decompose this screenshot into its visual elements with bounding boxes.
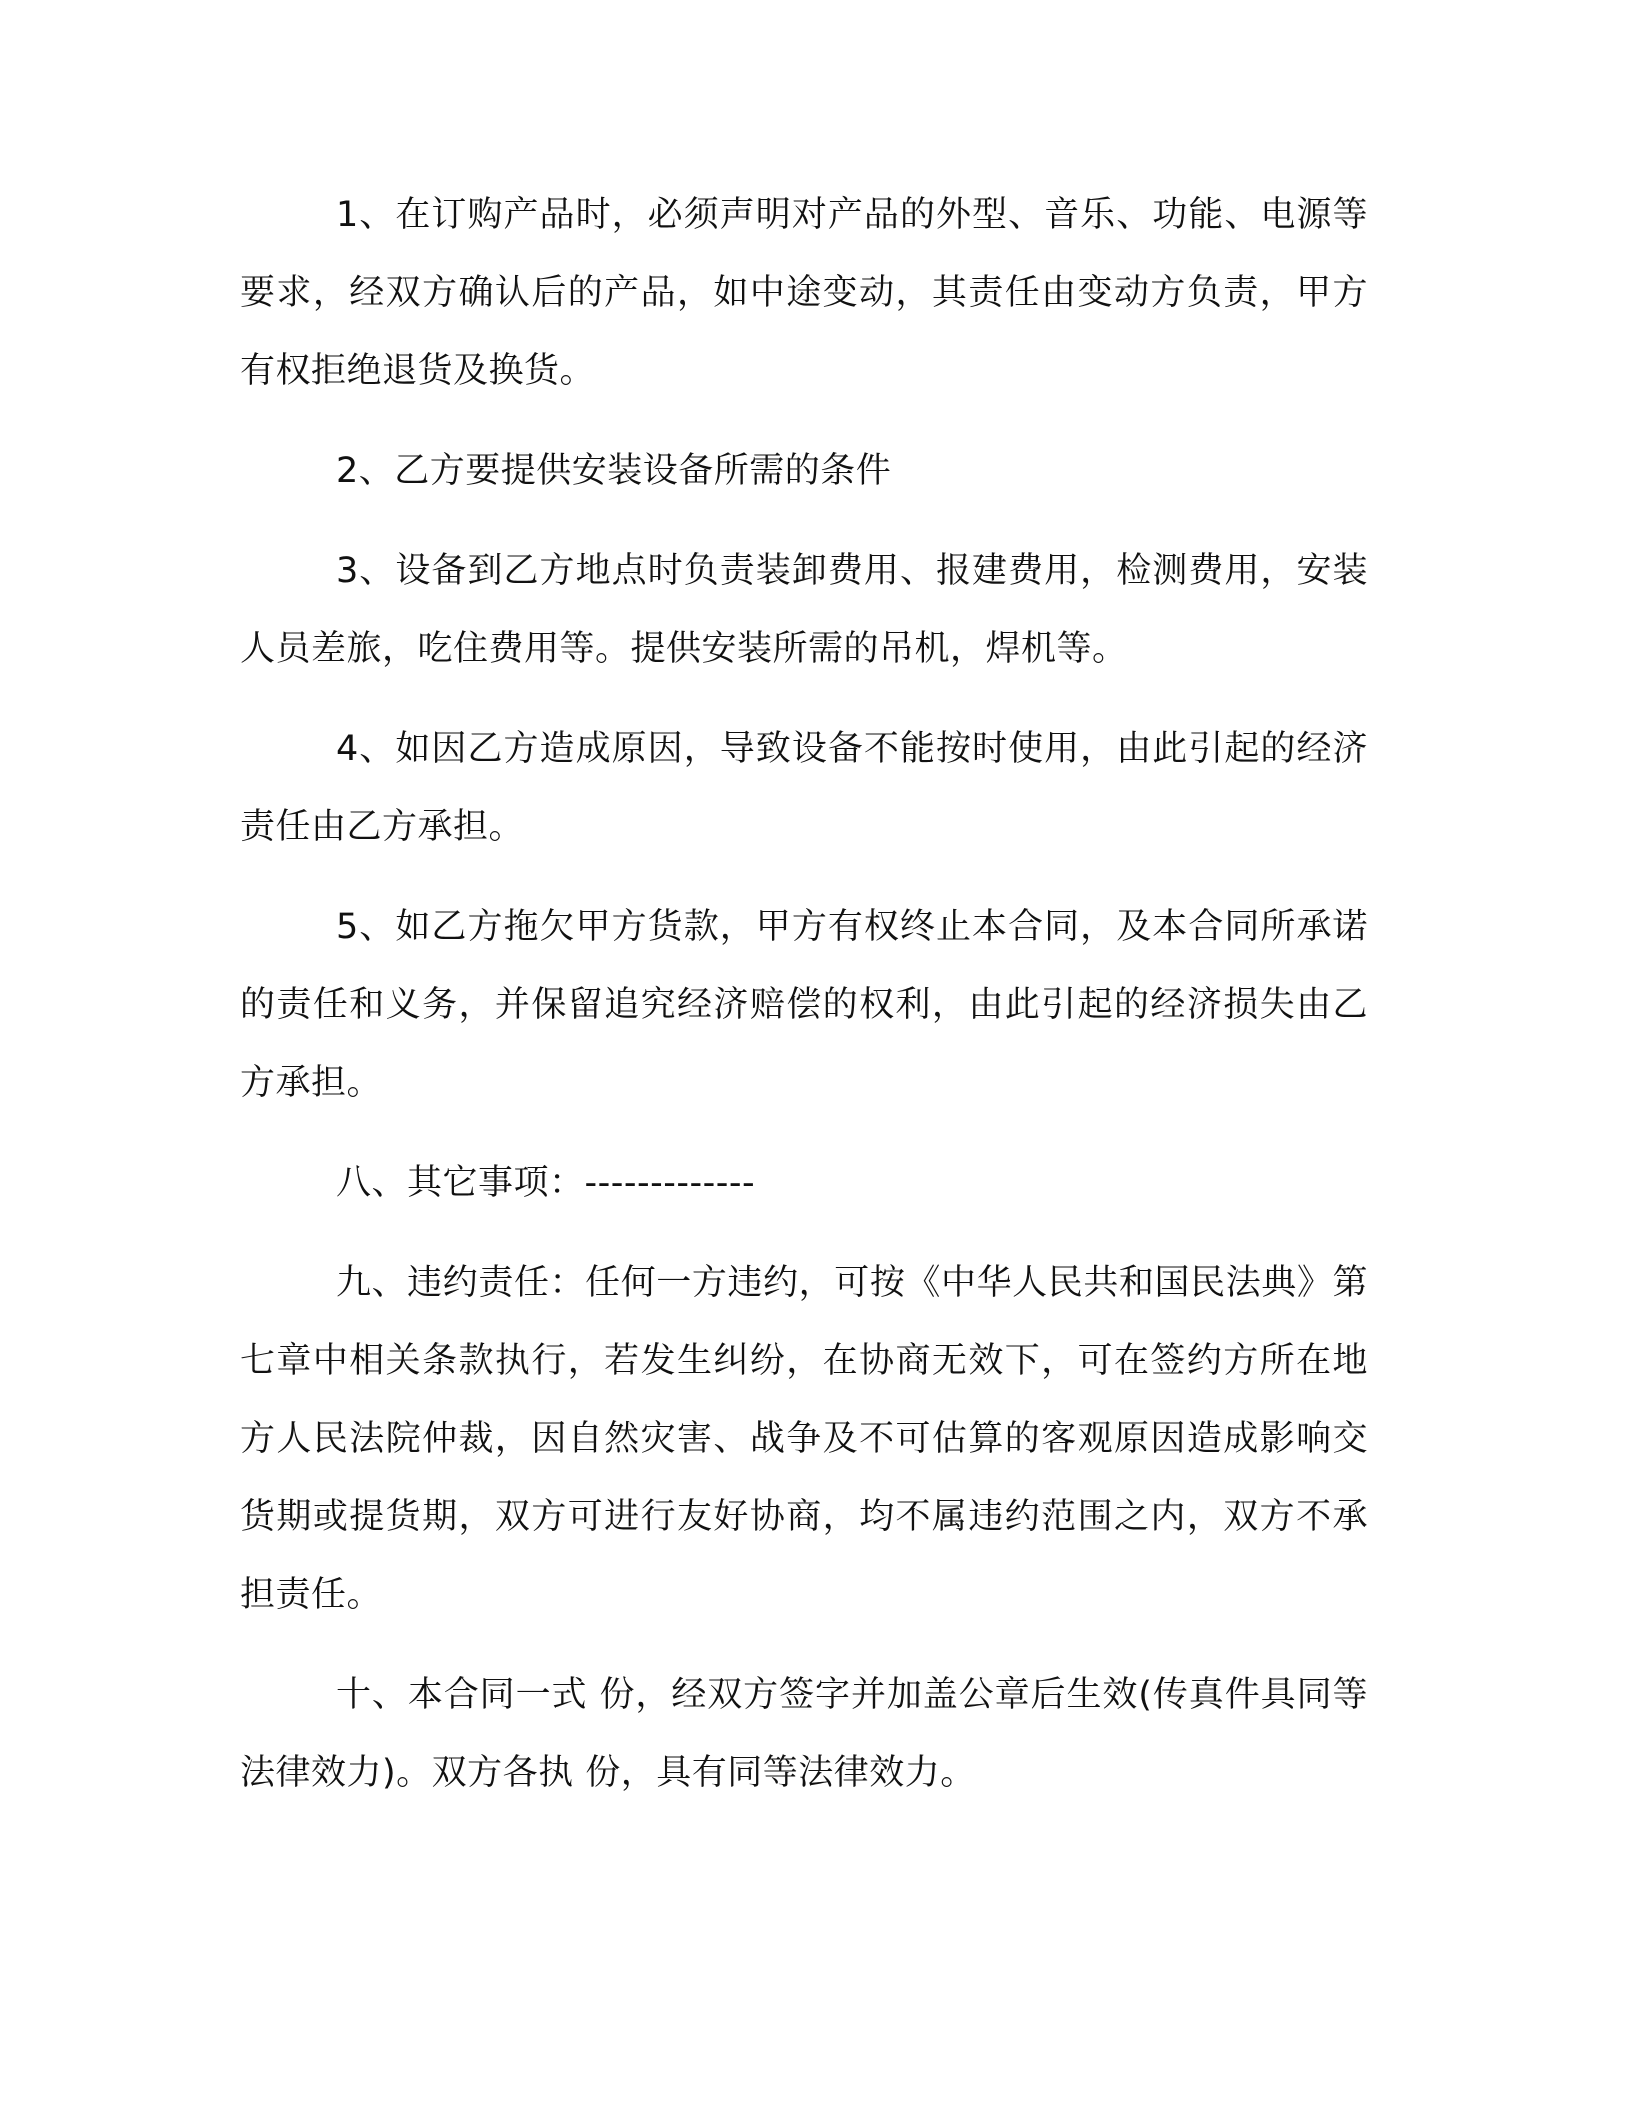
document-body bbox=[240, 176, 1368, 1834]
paragraph-contract-copies: 十、本合同一式 份，经双方签字并加盖公章后生效(传真件具同等法律效力)。双方各执 份，具有同等法律效力。 bbox=[240, 1675, 1368, 1793]
paragraph-item-3: 3、设备到乙方地点时负责装卸费用、报建费用，检测费用，安装人员差旅，吃住费用等。提供安装所需的吊机，焊机等。 bbox=[240, 551, 1368, 669]
paragraph-item-2: 2、乙方要提供安装设备所需的条件 bbox=[336, 451, 892, 491]
paragraph-breach-liability: 九、违约责任：任何一方违约，可按《中华人民共和国民法典》第七章中相关条款执行，若发生纠纷，在协商无效下，可在签约方所在地方人民法院仲裁，因自然灾害、战争及不可估算的客观原因造成影响交货期或提货期，双方可进行友好协商，均不属违约范围之内，双方不承担责任。 bbox=[240, 1263, 1368, 1615]
paragraph-item-4: 4、如因乙方造成原因，导致设备不能按时使用，由此引起的经济责任由乙方承担。 bbox=[240, 729, 1368, 847]
paragraph-item-1: 1、在订购产品时，必须声明对产品的外型、音乐、功能、电源等要求，经双方确认后的产品，如中途变动，其责任由变动方负责，甲方有权拒绝退货及换货。 bbox=[240, 195, 1368, 391]
paragraph-item-5: 5、如乙方拖欠甲方货款，甲方有权终止本合同，及本合同所承诺的责任和义务，并保留追究经济赔偿的权利，由此引起的经济损失由乙方承担。 bbox=[240, 907, 1368, 1103]
paragraph-other-matters: 八、其它事项：------------- bbox=[336, 1163, 756, 1203]
